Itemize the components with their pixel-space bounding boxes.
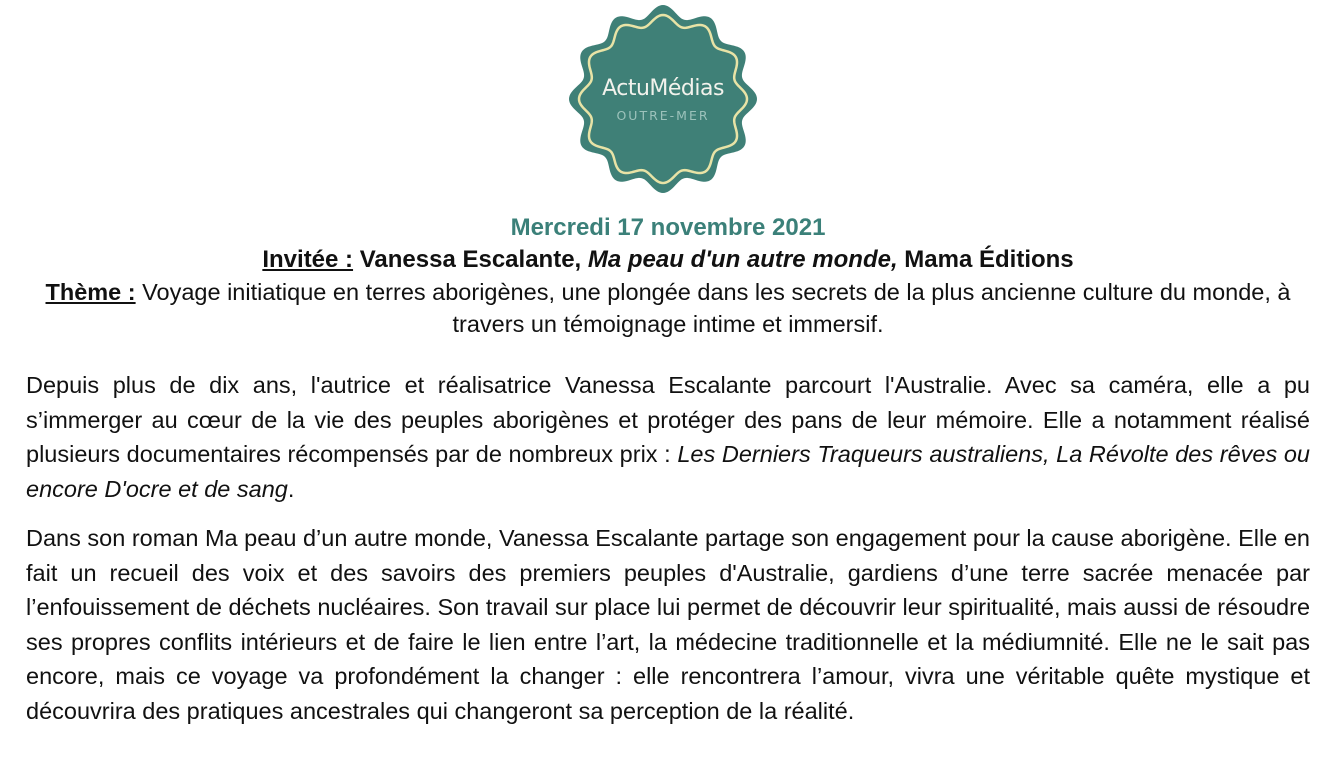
- logo-badge: [568, 2, 758, 196]
- guest-label: Invitée :: [262, 246, 354, 273]
- paragraph-1-text: Depuis plus de dix ans, l'autrice et réalisatrice Vanessa Escalante parcourt l'Australie. Avec sa caméra, elle a pu s’immerger au cœur de la vie des peuples aborigènes et protéger des pans de leur mémoire. Elle a notamment réalisé plusieurs documentaires récompensés par de nombreux prix :: [26, 372, 1310, 467]
- publisher: Mama Éditions: [904, 246, 1074, 273]
- paragraph-2: Dans son roman Ma peau d’un autre monde, Vanessa Escalante partage son engagement pour la cause aborigène. Elle en fait un recueil des voix et des savoirs des premiers peuples d'Australie, gardiens d’une terre sacrée menacée par l’enfouissement de déchets nucléaires. Son travail sur place lui permet de découvrir leur spiritualité, mais aussi de résoudre ses propres conflits intérieurs et de faire le lien entre l’art, la médecine traditionnelle et la médiumnité. Elle ne le sait pas encore, mais ce voyage va profondément la changer : elle rencontrera l’amour, vivra une véritable quête mystique et découvrira des pratiques ancestrales qui changeront sa perception de la réalité.: [26, 525, 1311, 724]
- theme-text: Voyage initiatique en terres aborigènes, une plongée dans les secrets de la plus ancienne culture du monde, à travers un témoignage intime et immersif.: [142, 279, 1291, 337]
- logo-text-actumedias: ActuMédias: [602, 76, 724, 101]
- guest-name: Vanessa Escalante,: [359, 246, 582, 273]
- event-header: [0, 212, 1336, 340]
- theme-label: Thème :: [45, 279, 136, 305]
- paragraph-1-end: .: [287, 475, 295, 502]
- actumedias-logo: [568, 2, 758, 196]
- logo-text-outremer: OUTRE-MER: [616, 108, 710, 123]
- paragraph-1-works: Les Derniers Traqueurs australiens, La Révolte des rêves ou encore D'ocre et de sang: [26, 441, 1310, 502]
- paragraph-1: [26, 368, 1310, 506]
- guest-line: [0, 244, 1336, 276]
- article-body: [26, 368, 1310, 743]
- book-title: Ma peau d'un autre monde,: [587, 246, 898, 273]
- event-date: Mercredi 17 novembre 2021: [510, 214, 826, 241]
- theme-line: [23, 276, 1313, 340]
